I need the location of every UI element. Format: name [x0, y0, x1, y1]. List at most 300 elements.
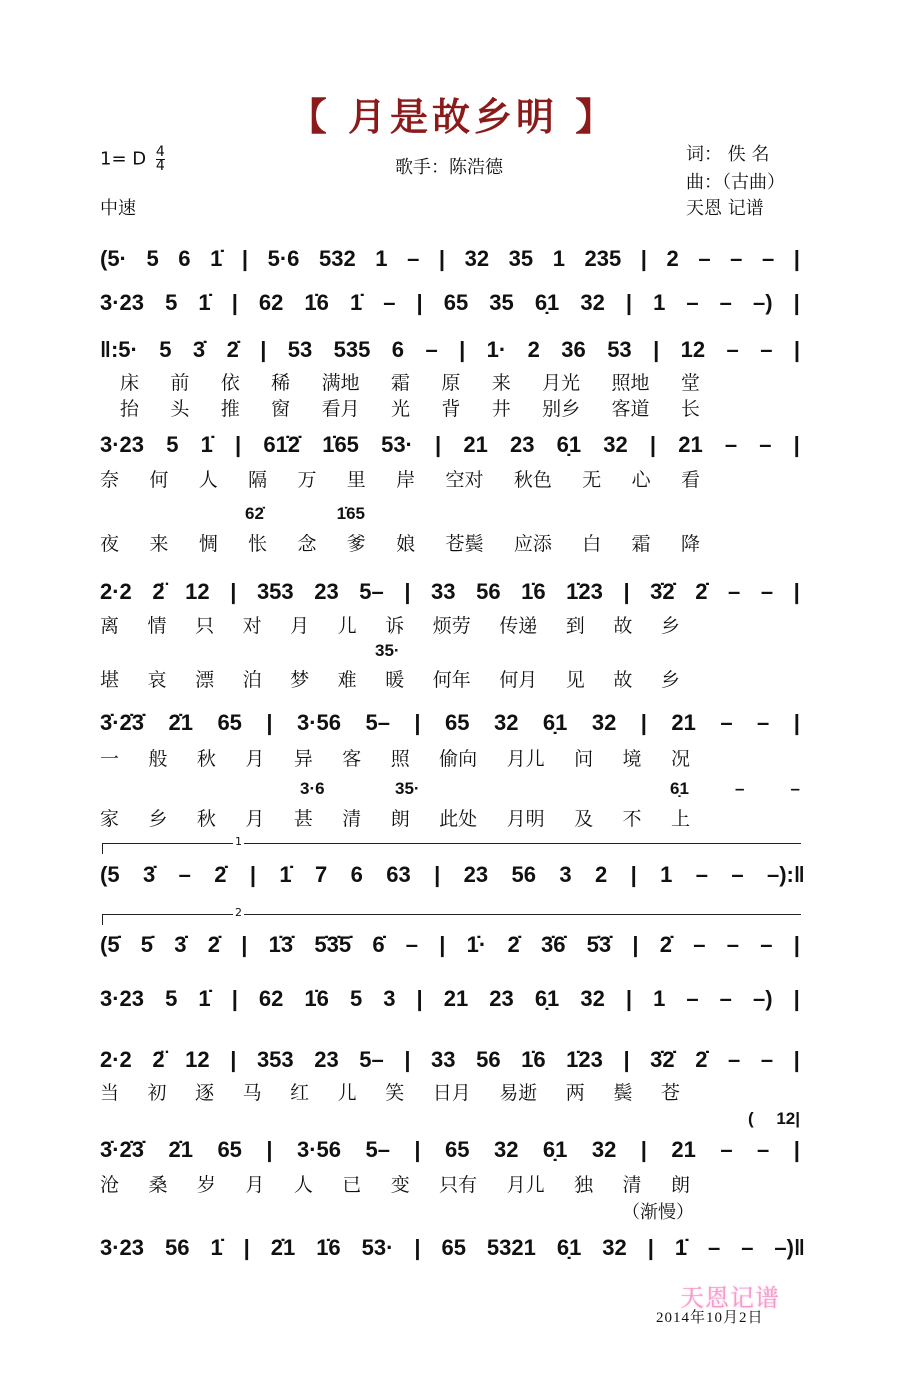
time-sig-top: 4 [155, 144, 165, 160]
lyric-syllable: 别乡 [542, 397, 581, 420]
note-group: 1̇ [674, 1235, 688, 1260]
note-group: 53· [361, 1235, 394, 1260]
note-group: 235 [584, 246, 622, 271]
note-group: 3·23 [100, 290, 145, 315]
lyric-syllable: 此处 [439, 807, 478, 830]
barline: | [625, 290, 633, 315]
lyric-syllable: 霜 [631, 532, 651, 555]
barline: | [434, 862, 441, 887]
barline: | [459, 337, 466, 362]
barline: | [243, 1235, 250, 1260]
ritardando-marking: （渐慢） [622, 1202, 694, 1223]
note-group: –)‖ [774, 1235, 805, 1260]
note-group: (5 [100, 862, 120, 887]
note-group: – [383, 290, 396, 315]
lyric-syllable: 心 [631, 468, 651, 491]
barline: | [793, 932, 800, 957]
note-group: – [760, 1047, 774, 1072]
score-line [100, 1135, 800, 1165]
note-group: – [760, 932, 773, 957]
note-group: 33 [431, 1047, 456, 1072]
lyric-syllable: 何月 [499, 668, 538, 691]
lyric-syllable: 易逝 [499, 1081, 538, 1104]
lyric-syllable: 秋色 [513, 468, 552, 491]
barline: | [793, 579, 800, 604]
note-group: 63 [386, 862, 411, 887]
lyric-syllable: 初 [147, 1081, 167, 1104]
barline: | [640, 1137, 647, 1162]
note-group: 2̇ [226, 337, 239, 362]
lyric-line [120, 392, 700, 422]
lyric-syllable: 夜 [100, 532, 120, 555]
note-group: – [757, 1137, 770, 1162]
note-group: 3 [559, 862, 572, 887]
lyric-syllable: 朗 [670, 1173, 690, 1196]
note-group: 353 [256, 1047, 294, 1072]
note-group: – [761, 246, 775, 271]
lyric-syllable: 两 [565, 1081, 585, 1104]
note-group: 1̇65 [336, 504, 365, 523]
note-group: – [405, 932, 419, 957]
barline: | [793, 1047, 800, 1072]
note-group: 535 [333, 337, 371, 362]
song-title: 【 月是故乡明 】 [288, 95, 618, 139]
score-line [100, 244, 800, 274]
note-group: 3̇·2̇3̇ [100, 1137, 145, 1162]
score-line [100, 860, 805, 890]
lyric-syllable: 清 [342, 807, 362, 830]
barline: | [266, 1137, 273, 1162]
barline: | [647, 1235, 654, 1260]
note-group: 5 [159, 337, 172, 362]
lyric-syllable: 人 [293, 1173, 313, 1196]
note-group: 1̇6 [304, 986, 329, 1011]
barline: | [416, 290, 423, 315]
note-group: – [730, 246, 743, 271]
note-group: –) [752, 290, 773, 315]
time-sig-bottom: 4 [155, 158, 165, 174]
lyric-syllable: 难 [337, 668, 357, 691]
note-group: 56 [476, 1047, 501, 1072]
barline: | [414, 1235, 421, 1260]
lyric-syllable: 无 [582, 468, 602, 491]
note-group: 2̇ [695, 1047, 708, 1072]
note-group: 32 [493, 1137, 519, 1162]
lyric-syllable: 境 [622, 747, 642, 770]
note-group: 2̇1 [168, 1137, 193, 1162]
lyric-syllable: 惆 [198, 532, 218, 555]
lyric-syllable: 梦 [290, 668, 310, 691]
note-group: – [686, 986, 699, 1011]
note-group: 21 [671, 1137, 696, 1162]
lyric-syllable: 乡 [660, 614, 680, 637]
note-group: 56 [165, 1235, 190, 1260]
lyric-syllable: 家 [100, 807, 120, 830]
note-group: 1̇ [349, 290, 363, 315]
note-group: 23 [463, 862, 489, 887]
lyric-syllable: 降 [680, 532, 700, 555]
lyric-line [100, 1076, 680, 1106]
composer-credit: 曲：（古曲） [686, 172, 785, 193]
note-group: 1̇23 [566, 1047, 603, 1072]
barline: | [623, 579, 630, 604]
barline: | [414, 710, 421, 735]
note-group: 6̣1 [670, 779, 689, 798]
note-group: 1̇6 [304, 290, 329, 315]
note-group: 6 [391, 337, 405, 362]
lyric-syllable: 故 [613, 668, 633, 691]
barline: | [439, 932, 446, 957]
note-group: – [734, 779, 745, 798]
barline: | [623, 1047, 630, 1072]
note-group: 5 [349, 986, 363, 1011]
note-group: 2 [594, 862, 608, 887]
lyric-syllable: 鬓 [613, 1081, 633, 1104]
lyric-syllable: 看月 [321, 397, 360, 420]
lyric-line [100, 463, 700, 493]
barline: | [230, 1047, 237, 1072]
volta-bracket-2 [102, 906, 801, 925]
lyric-syllable: 月儿 [506, 1173, 545, 1196]
lyric-syllable: 人 [198, 468, 218, 491]
note-group: –) [752, 986, 773, 1011]
lyric-syllable: 堂 [680, 371, 700, 394]
lyric-syllable: 离 [100, 614, 120, 637]
note-group: 6 [350, 862, 363, 887]
lyric-syllable: 当 [100, 1081, 120, 1104]
note-group: 5– [359, 579, 384, 604]
lyric-syllable: 上 [670, 807, 690, 830]
note-group: – [708, 1235, 721, 1260]
lyric-syllable: 偷向 [439, 747, 478, 770]
lyric-syllable: 头 [170, 397, 190, 420]
note-group: 2̇ [659, 932, 673, 957]
barline: | [640, 246, 647, 271]
barline: | [625, 986, 633, 1011]
note-group: 1̇ [210, 246, 223, 271]
note-group: 21 [463, 432, 488, 457]
lyric-syllable: 满地 [321, 371, 360, 394]
note-group: – [695, 862, 708, 887]
lyric-syllable: 奈 [100, 468, 120, 491]
note-group: 65 [443, 290, 469, 315]
note-group: 62 [258, 290, 284, 315]
lyric-syllable: 岁 [196, 1173, 216, 1196]
note-group: 1 [552, 246, 565, 271]
lyric-syllable: 传递 [499, 614, 538, 637]
lyric-syllable: 乡 [148, 807, 168, 830]
note-group: 2 [527, 337, 540, 362]
note-group: 1̇ [210, 1235, 223, 1260]
note-group: 3·23 [100, 986, 145, 1011]
lyric-syllable: 桑 [148, 1173, 168, 1196]
note-group: 3̇2̇ [650, 579, 675, 604]
lyric-syllable: 烦劳 [432, 614, 471, 637]
transcriber-stamp: 天恩记谱 [680, 1284, 780, 1312]
barline: | [438, 246, 446, 271]
note-group: 5– [359, 1047, 384, 1072]
note-group: –):‖ [766, 862, 805, 887]
barline: | [230, 579, 237, 604]
lyric-syllable: 儿 [337, 614, 357, 637]
lyric-syllable: 背 [441, 397, 461, 420]
note-group: 2 [666, 246, 679, 271]
note-group: 62 [258, 986, 284, 1011]
note-group: 33 [431, 579, 456, 604]
variant-notes [245, 499, 365, 529]
note-group: 12 [680, 337, 706, 362]
note-group: 1 [660, 862, 673, 887]
note-group: 2̇1 [270, 1235, 296, 1260]
lyric-syllable: 泊 [242, 668, 262, 691]
lyric-syllable: 问 [574, 747, 594, 770]
note-group: 32 [591, 1137, 617, 1162]
barline: | [260, 337, 267, 362]
lyric-syllable: 床 [120, 371, 140, 394]
lyric-syllable: 推 [220, 397, 240, 420]
note-group: 21 [443, 986, 469, 1011]
lyric-syllable: 月儿 [506, 747, 545, 770]
note-group: 6̣1 [556, 1235, 582, 1260]
lyric-syllable: 甚 [293, 807, 313, 830]
note-group: 2·2 [100, 1047, 132, 1072]
date-label: 2014年10月2日 [656, 1310, 764, 1326]
note-group: 32 [580, 290, 605, 315]
lyric-syllable: 来 [491, 371, 511, 394]
note-group: – [741, 1235, 754, 1260]
barline: | [793, 986, 800, 1011]
lyric-syllable: 依 [220, 371, 240, 394]
note-group: 65 [445, 710, 470, 735]
note-group: – [760, 579, 774, 604]
lyric-syllable: 来 [149, 532, 169, 555]
barline: | [793, 246, 800, 271]
barline: | [266, 710, 273, 735]
note-group: – [178, 862, 191, 887]
barline: | [231, 986, 238, 1011]
lyric-syllable: 不 [622, 807, 642, 830]
lyric-syllable: 爹 [346, 532, 366, 555]
note-group: 353 [256, 579, 294, 604]
note-group: 56 [476, 579, 501, 604]
lyric-syllable: 看 [680, 468, 700, 491]
note-group: 5321 [486, 1235, 536, 1260]
note-group: 2̇ [214, 862, 227, 887]
note-group: 3̇6̇ [540, 932, 566, 957]
transcriber-credit: 天恩 记谱 [686, 198, 764, 219]
barline: | [640, 710, 647, 735]
note-group: 6̣1 [542, 710, 568, 735]
note-group: – [726, 337, 739, 362]
lyric-syllable: 到 [565, 614, 585, 637]
note-group: 5·6 [267, 246, 300, 271]
note-group: 3̇·2̇3̇ [100, 710, 145, 735]
barline: | [653, 337, 660, 362]
lyric-syllable: 堪 [100, 668, 120, 691]
lyric-syllable: 独 [574, 1173, 594, 1196]
note-group: 32 [603, 432, 628, 457]
variant-notes [670, 774, 800, 804]
note-group: 5– [365, 1137, 390, 1162]
lyric-syllable: 故 [613, 614, 633, 637]
lyric-syllable: 里 [346, 468, 366, 491]
score-line [100, 430, 800, 460]
lyric-line [100, 742, 690, 772]
note-group: 1̇6 [316, 1235, 341, 1260]
lyric-syllable: 一 [100, 747, 120, 770]
note-group: 6̣1 [534, 290, 560, 315]
note-group: – [425, 337, 438, 362]
lyric-syllable: 长 [680, 397, 700, 420]
note-group: 3·6 [300, 779, 325, 798]
barline: | [793, 432, 800, 457]
lyric-syllable: 苍鬓 [445, 532, 484, 555]
lyricist-credit: 词： 佚 名 [686, 144, 770, 165]
note-group: 23 [509, 432, 535, 457]
note-group: 23 [314, 579, 339, 604]
lyric-syllable: 对 [242, 614, 262, 637]
lyric-syllable: 苍 [660, 1081, 680, 1104]
lyric-syllable: 照地 [611, 371, 650, 394]
lyric-syllable: 清 [622, 1173, 642, 1196]
lyric-syllable: 月 [245, 747, 265, 770]
lyric-syllable: 稀 [271, 371, 291, 394]
barline: | [793, 1137, 800, 1162]
score-line [100, 708, 800, 738]
pickup-notes [748, 1104, 800, 1134]
note-group: 2·2 [100, 579, 132, 604]
lyric-syllable: 空对 [445, 468, 484, 491]
score-line [100, 335, 800, 365]
note-group: – [724, 432, 738, 457]
lyric-syllable: 诉 [385, 614, 405, 637]
lyric-syllable: 抬 [120, 397, 140, 420]
note-group: 65 [445, 1137, 470, 1162]
lyric-line [100, 802, 690, 832]
lyric-syllable: 万 [297, 468, 317, 491]
score-line [100, 984, 800, 1014]
barline: | [249, 862, 256, 887]
note-group: 2̈ [152, 579, 165, 604]
score-line [100, 577, 800, 607]
note-group: 21 [678, 432, 703, 457]
note-group: 3 [383, 986, 396, 1011]
lyric-syllable: 红 [290, 1081, 310, 1104]
lyric-syllable: 念 [297, 532, 317, 555]
note-group: – [719, 986, 732, 1011]
note-group: 5 [146, 246, 159, 271]
lyric-syllable: 哀 [147, 668, 167, 691]
note-group: – [759, 432, 772, 457]
note-group: 5– [365, 710, 390, 735]
note-group: 65 [441, 1235, 466, 1260]
lyric-syllable: 怅 [248, 532, 268, 555]
note-group: 3̇ [192, 337, 206, 362]
note-group: 32 [580, 986, 605, 1011]
lyric-syllable: 前 [170, 371, 190, 394]
singer-credit: 歌手：陈浩德 [395, 157, 503, 178]
lyric-syllable: 客 [342, 747, 362, 770]
note-group: 1̇6 [521, 1047, 546, 1072]
lyric-syllable: 变 [390, 1173, 410, 1196]
note-group: 1̇23 [566, 579, 603, 604]
note-group: 35 [508, 246, 534, 271]
lyric-syllable: 只有 [439, 1173, 478, 1196]
note-group: – [728, 579, 741, 604]
lyric-syllable: 原 [441, 371, 461, 394]
note-group: 1̇· [466, 932, 487, 957]
barline: | [404, 1047, 411, 1072]
note-group: 3̇2̇ [650, 1047, 675, 1072]
time-signature [156, 146, 165, 173]
note-group: 5̇3̇5̇ [314, 932, 352, 957]
note-group: – [731, 862, 744, 887]
note-group: 32 [493, 710, 519, 735]
lyric-syllable: 岸 [396, 468, 416, 491]
note-group: 12| [776, 1109, 800, 1128]
note-group: – [720, 710, 733, 735]
note-group: 2̇ [695, 579, 708, 604]
volta-number: 1 [235, 835, 242, 848]
lyric-line [100, 1168, 690, 1198]
lyric-syllable: 光 [390, 397, 410, 420]
note-group: 36 [561, 337, 586, 362]
note-group: 65 [217, 710, 242, 735]
note-group: – [760, 337, 773, 362]
note-group: – [686, 290, 699, 315]
lyric-syllable: 月 [290, 614, 310, 637]
lyric-syllable: 月明 [506, 807, 545, 830]
note-group: 35 [489, 290, 514, 315]
lyric-syllable: 应添 [513, 532, 552, 555]
note-group: 61̇2̇ [263, 432, 301, 457]
lyric-syllable: 般 [148, 747, 168, 770]
lyric-syllable: 朗 [390, 807, 410, 830]
note-group: – [720, 1137, 733, 1162]
lyric-syllable: 况 [670, 747, 690, 770]
lyric-syllable: 及 [574, 807, 594, 830]
lyric-syllable: 逐 [195, 1081, 215, 1104]
lyric-syllable: 月 [245, 807, 265, 830]
note-group: – [728, 1047, 741, 1072]
note-group: 6̣1 [542, 1137, 568, 1162]
note-group: 53 [607, 337, 632, 362]
lyric-syllable: 沧 [100, 1173, 120, 1196]
note-group: 7 [314, 862, 328, 887]
note-group: (5· [100, 246, 127, 271]
lyric-syllable: 何年 [432, 668, 471, 691]
lyric-syllable: 秋 [196, 747, 216, 770]
lyric-syllable: 月光 [542, 371, 581, 394]
tempo-marking: 中速 [100, 198, 136, 219]
lyric-syllable: 霜 [390, 371, 410, 394]
score-line [100, 1045, 800, 1075]
note-group: 1 [653, 290, 666, 315]
note-group: 1̇ [198, 290, 211, 315]
note-group: – [407, 246, 420, 271]
note-group: 23 [314, 1047, 339, 1072]
note-group: 56 [511, 862, 536, 887]
lyric-syllable: 马 [242, 1081, 262, 1104]
note-group: 1 [375, 246, 388, 271]
barline: | [793, 337, 800, 362]
lyric-syllable: 已 [342, 1173, 362, 1196]
note-group: 2̇ [507, 932, 520, 957]
lyric-line [100, 663, 680, 693]
lyric-syllable: 娘 [396, 532, 416, 555]
note-group: – [757, 710, 770, 735]
note-group: 65 [217, 1137, 242, 1162]
